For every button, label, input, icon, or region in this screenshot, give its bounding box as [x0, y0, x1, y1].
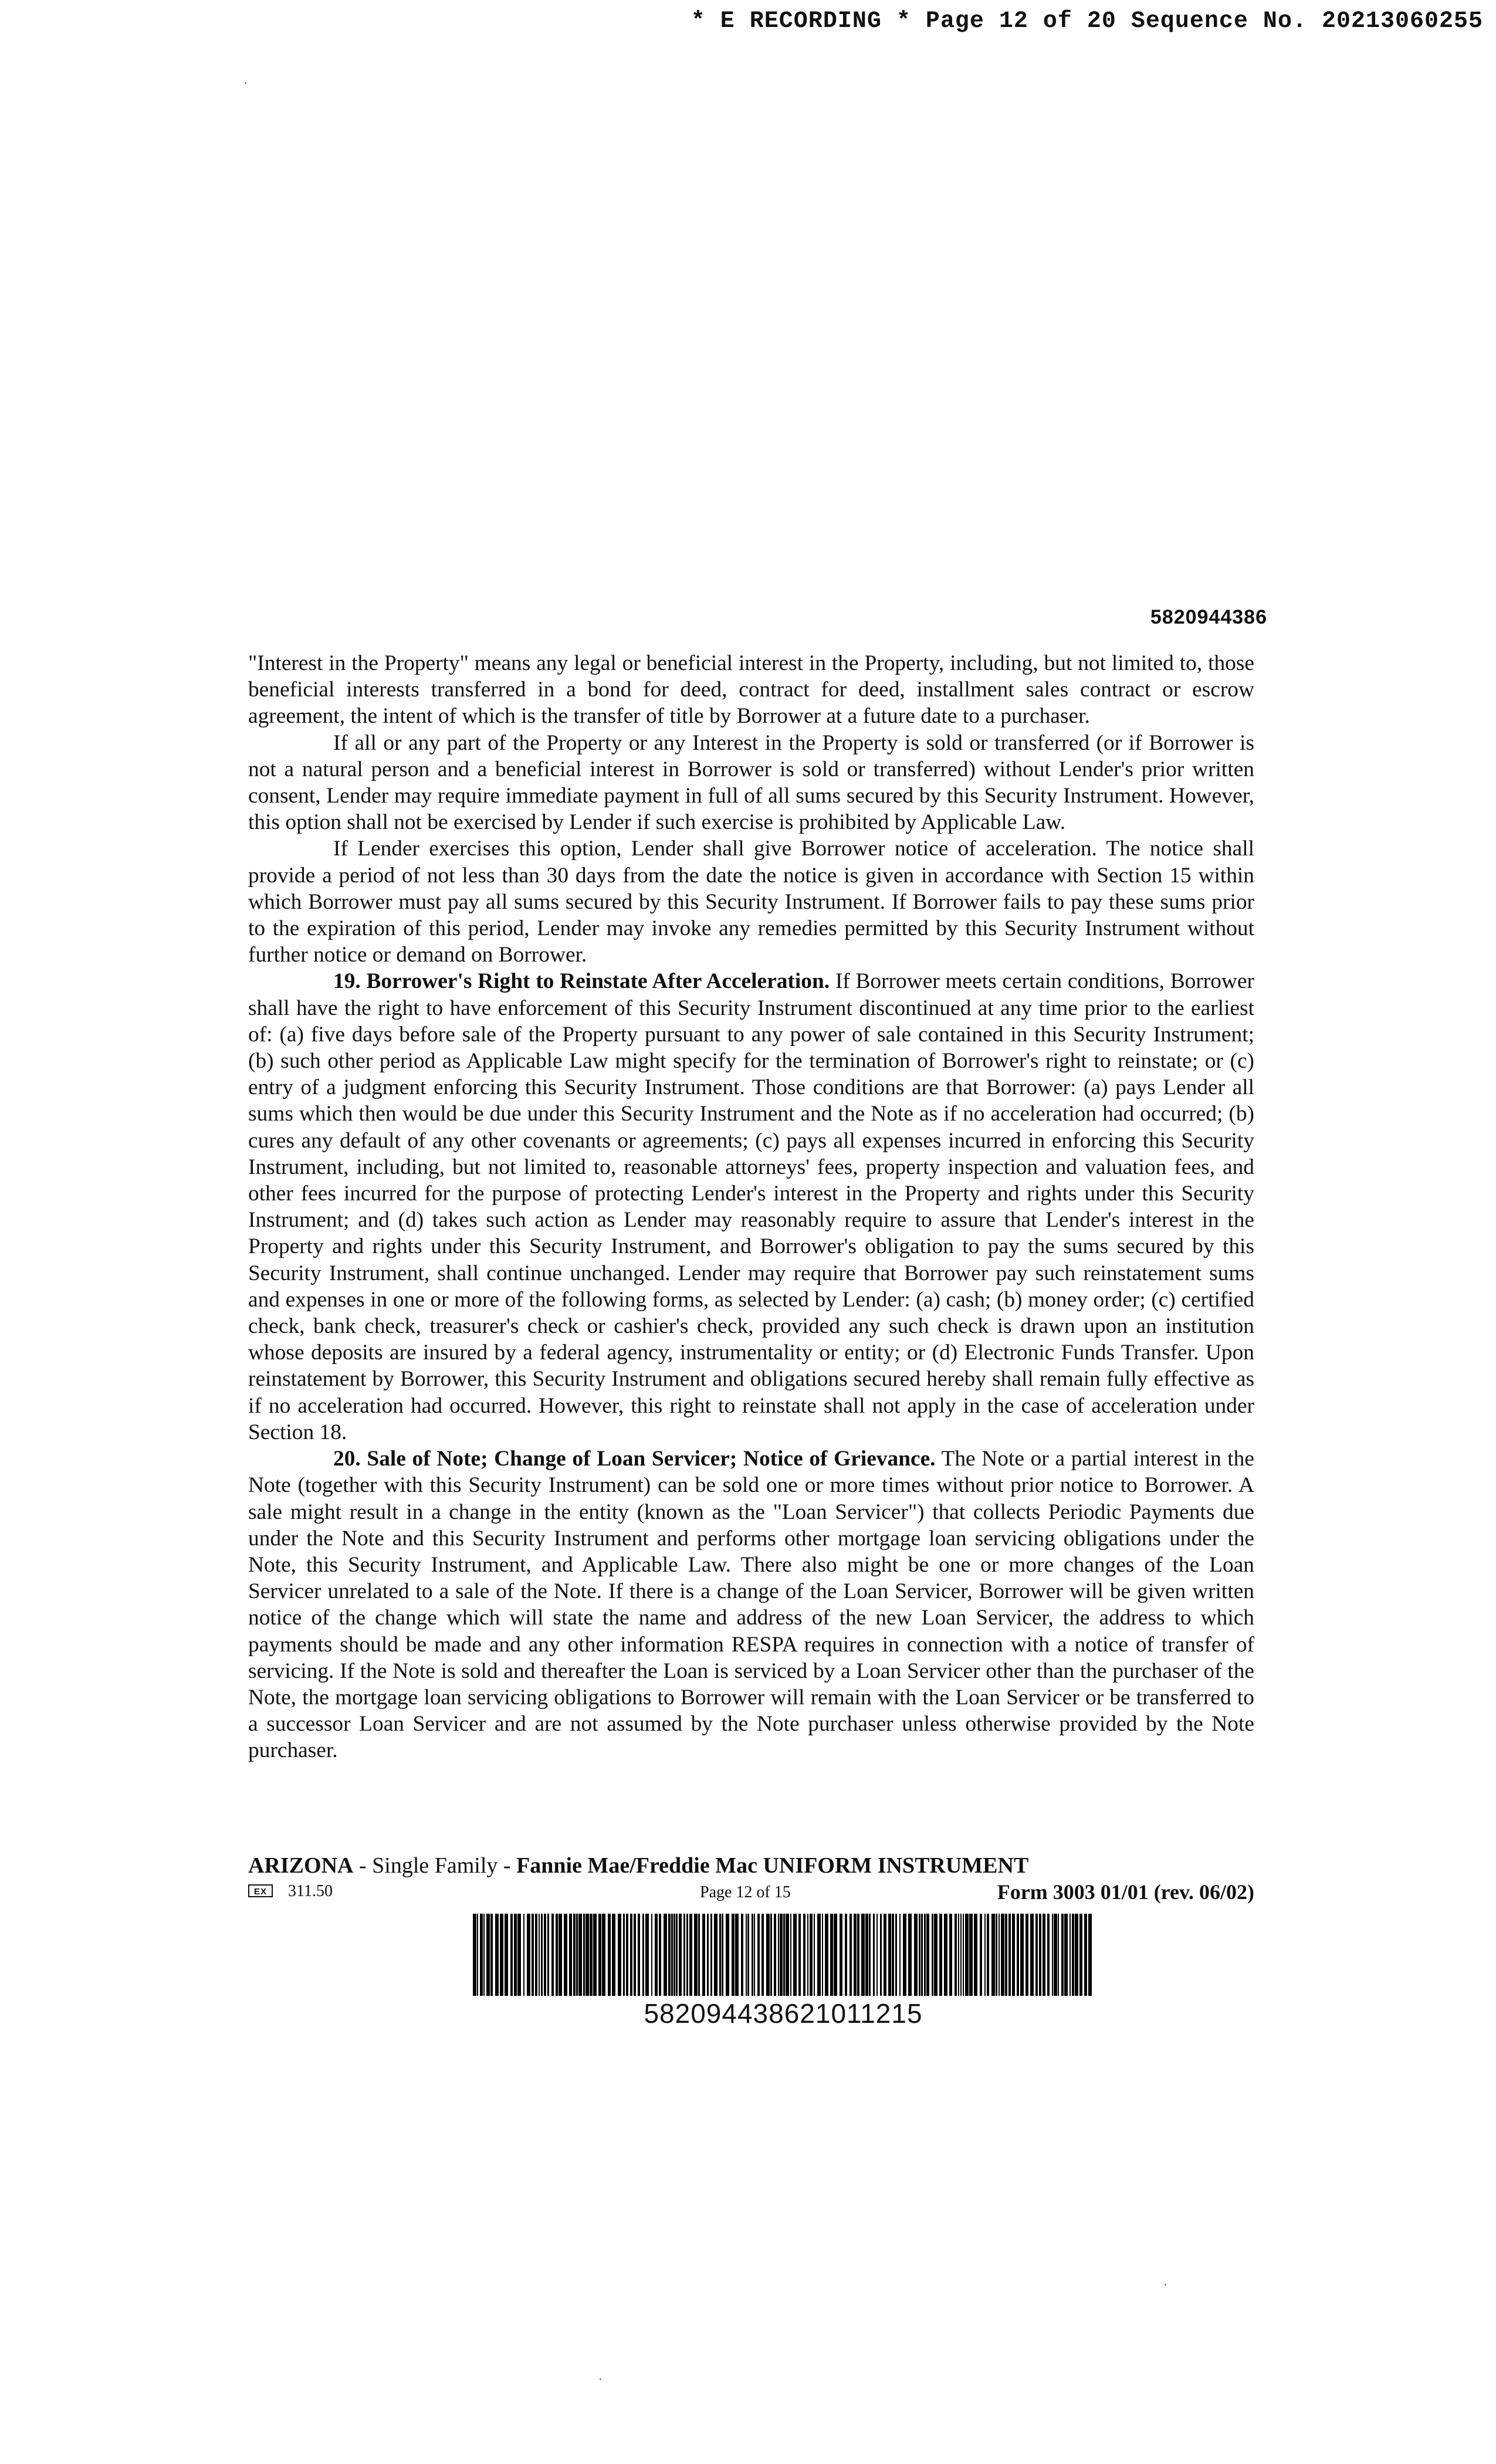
paragraph-acceleration-notice: If Lender exercises this option, Lender shall give Borrower notice of acceleration. The notice shall provide a period of not less than 30 days from the date the notice is given in accordance with Section 15 within which Borrower must pay all sums secured by this Security Instrument. If Borrower fails to pay these sums prior to the expiration of this period, Lender may invoke any remedies permitted by this Security Instrument without further notice or demand on Borrower. — [248, 837, 1254, 967]
barcode-image — [473, 1914, 1094, 1996]
section-20 — [248, 1446, 1254, 1764]
form-number: Form 3003 01/01 (rev. 06/02) — [997, 1880, 1254, 1904]
form-state: ARIZONA — [248, 1853, 354, 1878]
scan-speck — [1165, 2284, 1166, 2286]
section-19-heading: 19. Borrower's Right to Reinstate After Acceleration. — [333, 969, 830, 994]
ex-form-icon: EX — [248, 1884, 273, 1897]
scan-speck — [600, 2378, 601, 2380]
form-title — [248, 1853, 1028, 1879]
recording-stamp: * E RECORDING * Page 12 of 20 Sequence No. 20213060255 — [691, 8, 1483, 35]
loan-number: 5820944386 — [1150, 606, 1267, 628]
paragraph-interest-definition: "Interest in the Property" means any legal or beneficial interest in the Property, including, but not limited to, those beneficial interests transferred in a bond for deed, contract for deed, installment sales contract or escrow agreement, the intent of which is the transfer of title by Borrower at a future date to a purchaser. — [248, 651, 1254, 729]
form-agencies: Fannie Mae/Freddie Mac UNIFORM INSTRUMENT — [516, 1853, 1029, 1878]
form-footer-line — [248, 1882, 1254, 1908]
form-description: - Single Family - — [353, 1853, 517, 1878]
section-20-text: The Note or a partial interest in the Note (together with this Security Instrument) can be sold one or more times without prior notice to Borrower. A sale might result in a change in the entity (known as the "Loan Servicer") that collects Periodic Payments due under the Note and this Security Instrument and performs other mortgage loan servicing obligations under the Note, this Security Instrument, and Applicable Law. There also might be one or more changes of the Loan Servicer unrelated to a sale of the Note. If there is a change of the Loan Servicer, Borrower will be given written notice of the change which will state the name and address of the new Loan Servicer, the address to which payments should be made and any other information RESPA requires in connection with a notice of transfer of servicing. If the Note is sold and thereafter the Loan is serviced by a Loan Servicer other than the purchaser of the Note, the mortgage loan servicing obligations to Borrower will remain with the Loan Servicer or be transferred to a successor Loan Servicer and are not assumed by the Note purchaser unless otherwise provided by the Note purchaser. — [248, 1447, 1254, 1763]
section-20-heading: 20. Sale of Note; Change of Loan Servicer; Notice of Grievance. — [333, 1447, 936, 1471]
page-number: Page 12 of 15 — [700, 1883, 791, 1901]
section-19 — [248, 968, 1254, 1446]
document-body — [248, 650, 1254, 1764]
scan-speck — [245, 82, 246, 84]
paragraph-transfer-of-property: If all or any part of the Property or any Interest in the Property is sold or transferred (or if Borrower is not a natural person and a beneficial interest in Borrower is sold or transferred) without Lender's prior written consent, Lender may require immediate payment in full of all sums secured by this Security Instrument. However, this option shall not be exercised by Lender if such exercise is prohibited by Applicable Law. — [248, 730, 1254, 835]
form-code: 311.50 — [288, 1882, 333, 1900]
section-19-text: If Borrower meets certain conditions, Borrower shall have the right to have enforcement of this Security Instrument discontinued at any time prior to the earliest of: (a) five days before sale of the Property pursuant to any power of sale contained in this Security Instrument; (b) such other period as Applicable Law might specify for the termination of Borrower's right to reinstate; or (c) entry of a judgment enforcing this Security Instrument. Those conditions are that Borrower: (a) pays Lender all sums which then would be due under this Security Instrument and the Note as if no acceleration had occurred; (b) cures any default of any other covenants or agreements; (c) pays all expenses incurred in enforcing this Security Instrument, including, but not limited to, reasonable attorneys' fees, property inspection and valuation fees, and other fees incurred for the purpose of protecting Lender's interest in the Property and rights under this Security Instrument; and (d) takes such action as Lender may reasonably require to assure that Lender's interest in the Property and rights under this Security Instrument, and Borrower's obligation to pay the sums secured by this Security Instrument, shall continue unchanged. Lender may require that Borrower pay such reinstatement sums and expenses in one or more of the following forms, as selected by Lender: (a) cash; (b) money order; (c) certified check, bank check, treasurer's check or cashier's check, provided any such check is drawn upon an institution whose deposits are insured by a federal agency, instrumentality or entity; or (d) Electronic Funds Transfer. Upon reinstatement by Borrower, this Security Instrument and obligations secured hereby shall remain fully effective as if no acceleration had occurred. However, this right to reinstate shall not apply in the case of acceleration under Section 18. — [248, 969, 1254, 1444]
barcode-number: 58209443862101121​5 — [644, 1998, 923, 2029]
